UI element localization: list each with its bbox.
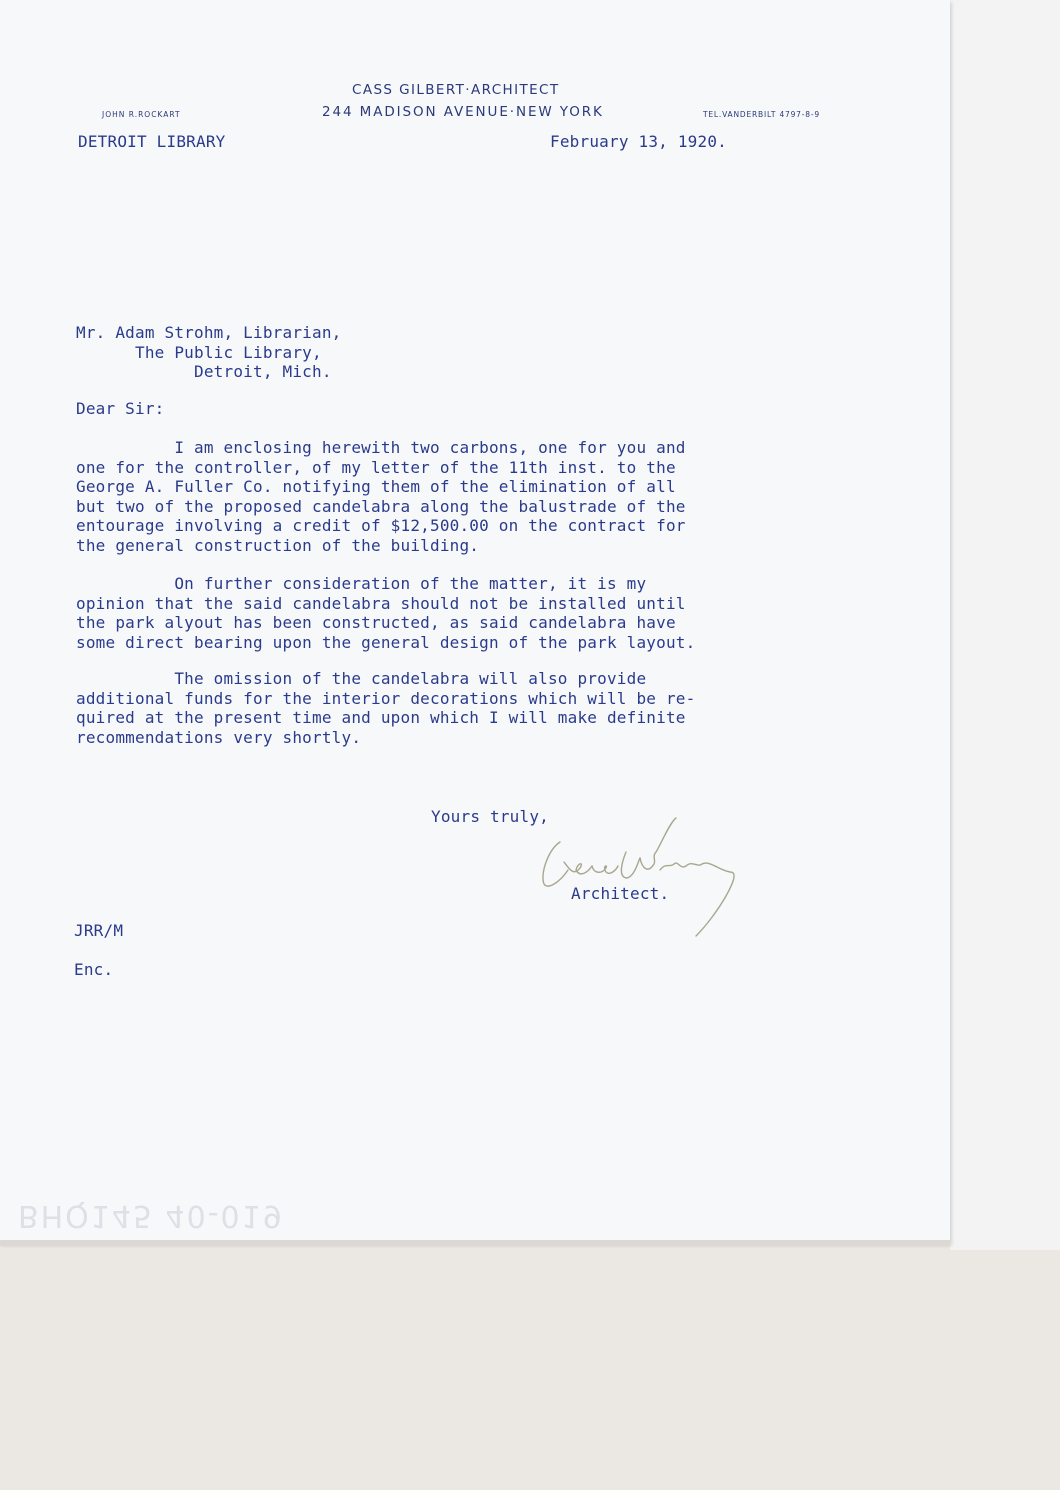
- archive-stamp: BHQ145 40-019: [18, 1198, 284, 1233]
- signer-title: Architect.: [571, 884, 670, 903]
- letterhead-address: 244 MADISON AVENUE·NEW YORK: [322, 104, 604, 120]
- handwritten-signature: [530, 812, 750, 942]
- recipient-line: Detroit, Mich.: [76, 362, 332, 381]
- enclosure-note: Enc.: [74, 960, 114, 979]
- recipient-line: The Public Library,: [76, 342, 322, 362]
- recipient-line: Mr. Adam Strohm, Librarian,: [76, 323, 342, 342]
- background-surface: [0, 1244, 1060, 1490]
- typist-initials: JRR/M: [74, 921, 124, 940]
- background-strip: [950, 0, 1060, 1250]
- sheet-bottom-edge: [0, 1240, 950, 1246]
- letterhead-telephone: TEL.VANDERBILT 4797-8-9: [703, 110, 820, 119]
- closing: Yours truly,: [431, 807, 549, 826]
- body-paragraph: The omission of the candelabra will also provide additional funds for the interior decorations which will be re- quired at the present time and upon which I will make definite recommendations very shortly.: [76, 669, 696, 747]
- reference-line: DETROIT LIBRARY: [78, 132, 226, 151]
- letterhead-firm: CASS GILBERT·ARCHITECT: [352, 82, 560, 98]
- letter-date: February 13, 1920.: [550, 132, 727, 151]
- body-paragraph: On further consideration of the matter, it is my opinion that the said candelabra should not be installed until the park alyout has been constructed, as said candelabra have some direct bearing upon the general design of the park layout.: [76, 574, 696, 652]
- body-paragraph: I am enclosing herewith two carbons, one for you and one for the controller, of my letter of the 11th inst. to the George A. Fuller Co. notifying them of the elimination of all but two of the proposed candelabra along the balustrade of the entourage involving a credit of $12,500.00 on the contract for the general construction of the building.: [76, 438, 686, 555]
- salutation: Dear Sir:: [76, 399, 165, 418]
- letterhead-associate: JOHN R.ROCKART: [102, 110, 181, 119]
- recipient-address: [76, 323, 342, 382]
